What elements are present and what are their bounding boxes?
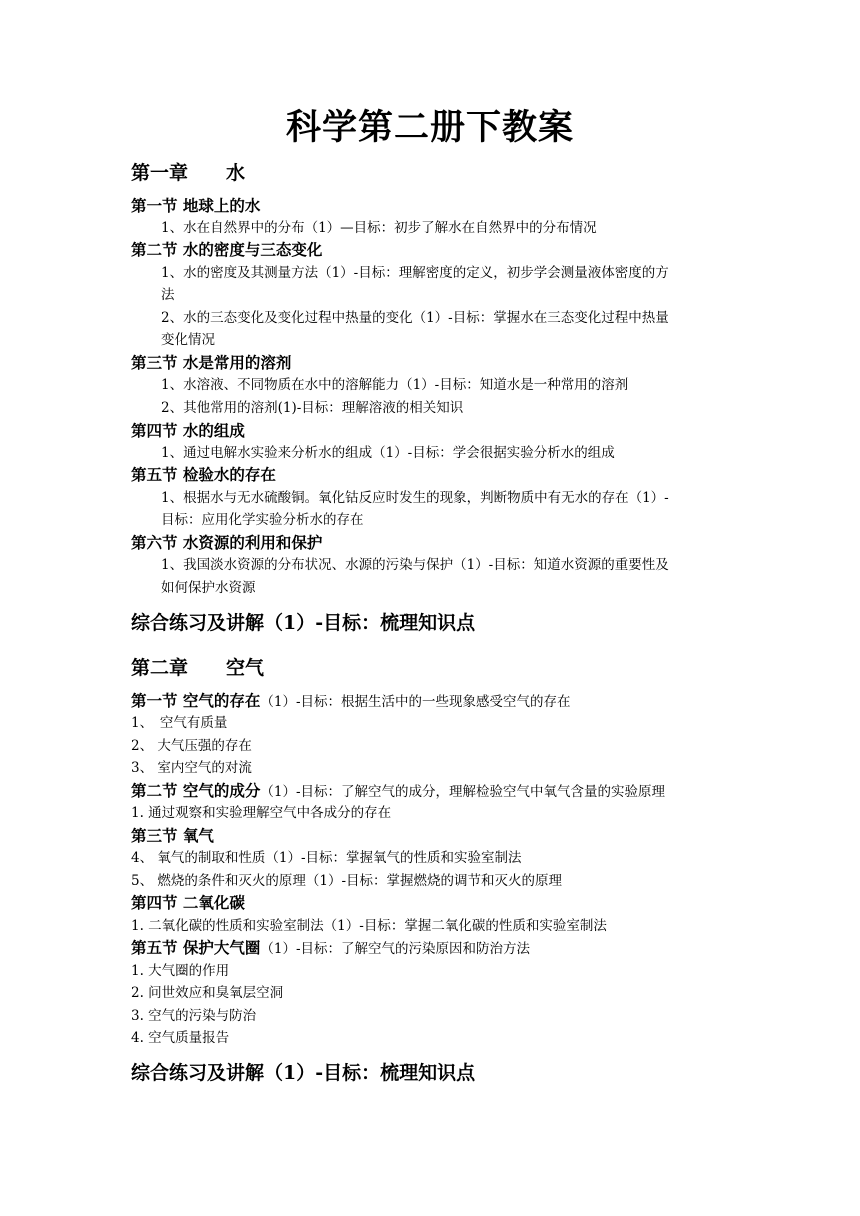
ch1-section-2-title: 第二节 水的密度与三态变化 bbox=[131, 240, 323, 259]
ch1-s2-item-1-cont: 法 bbox=[161, 287, 175, 303]
ch2-s5-item-3: 3. 空气的污染与防治 bbox=[131, 1008, 257, 1024]
ch2-s5-goal: （1）-目标：了解空气的污染原因和防治方法 bbox=[260, 941, 531, 957]
ch2-s5-item-4: 4. 空气质量报告 bbox=[131, 1030, 230, 1046]
ch2-s5-title-text: 第五节 保护大气圈 bbox=[131, 938, 261, 957]
ch2-s5-item-2: 2. 问世效应和臭氧层空洞 bbox=[131, 985, 284, 1001]
ch1-section-4-title: 第四节 水的组成 bbox=[131, 421, 245, 440]
ch2-section-3-title: 第三节 氧气 bbox=[131, 826, 214, 845]
ch1-section-5-title: 第五节 检验水的存在 bbox=[131, 465, 276, 484]
chapter-1-heading: 第一章 水 bbox=[131, 162, 246, 184]
ch2-s4-item-1: 1. 二氧化碳的性质和实验室制法（1）-目标：掌握二氧化碳的性质和实验室制法 bbox=[131, 918, 607, 934]
ch2-s1-title-text: 第一节 空气的存在 bbox=[131, 691, 261, 710]
ch2-s1-goal: （1）-目标：根据生活中的一些现象感受空气的存在 bbox=[260, 694, 571, 710]
chapter-2-heading: 第二章 空气 bbox=[131, 657, 265, 679]
ch1-s1-item-1: 1、水在自然界中的分布（1）—目标：初步了解水在自然界中的分布情况 bbox=[161, 220, 597, 236]
ch2-s1-item-2: 2、 大气压强的存在 bbox=[131, 738, 252, 754]
ch2-s3-item-2: 5、 燃烧的条件和灭火的原理（1）-目标：掌握燃烧的调节和灭火的原理 bbox=[131, 873, 563, 889]
ch2-s1-item-1: 1、 空气有质量 bbox=[131, 715, 228, 731]
ch1-section-1-title: 第一节 地球上的水 bbox=[131, 196, 261, 215]
ch2-section-1-title bbox=[131, 690, 571, 713]
ch1-s2-item-2: 2、水的三态变化及变化过程中热量的变化（1）-目标：掌握水在三态变化过程中热量 bbox=[161, 310, 669, 326]
ch1-s6-item-1: 1、我国淡水资源的分布状况、水源的污染与保护（1）-目标：知道水资源的重要性及 bbox=[161, 557, 669, 573]
ch2-s2-goal: （1）-目标：了解空气的成分，理解检验空气中氧气含量的实验原理 bbox=[260, 784, 666, 800]
ch1-s4-item-1: 1、通过电解水实验来分析水的组成（1）-目标：学会很据实验分析水的组成 bbox=[161, 445, 615, 461]
ch2-section-4-title: 第四节 二氧化碳 bbox=[131, 893, 245, 912]
ch1-s3-item-1: 1、水溶液、不同物质在水中的溶解能力（1）-目标：知道水是一种常用的溶剂 bbox=[161, 377, 629, 393]
ch2-s3-item-1: 4、 氧气的制取和性质（1）-目标：掌握氧气的性质和实验室制法 bbox=[131, 850, 522, 866]
ch1-s2-item-2-cont: 变化情况 bbox=[161, 332, 215, 348]
ch1-s5-item-1-cont: 目标：应用化学实验分析水的存在 bbox=[161, 512, 364, 528]
ch2-section-2-title bbox=[131, 780, 665, 803]
ch2-section-5-title bbox=[131, 937, 530, 960]
document-title: 科学第二册下教案 bbox=[285, 107, 574, 148]
ch1-s3-item-2: 2、其他常用的溶剂(1)-目标：理解溶液的相关知识 bbox=[161, 400, 464, 416]
ch1-s2-item-1: 1、水的密度及其测量方法（1）-目标：理解密度的定义，初步学会测量液体密度的方 bbox=[161, 265, 669, 281]
ch1-s6-item-1-cont: 如何保护水资源 bbox=[161, 580, 256, 596]
ch2-s1-item-3: 3、 室内空气的对流 bbox=[131, 760, 252, 776]
ch2-s2-item-1: 1. 通过观察和实验理解空气中各成分的存在 bbox=[131, 805, 392, 821]
ch1-summary: 综合练习及讲解（1）-目标：梳理知识点 bbox=[131, 612, 476, 634]
ch2-s5-item-1: 1. 大气圈的作用 bbox=[131, 963, 230, 979]
ch2-summary: 综合练习及讲解（1）-目标：梳理知识点 bbox=[131, 1062, 476, 1084]
ch1-s5-item-1: 1、根据水与无水硫酸铜。氧化钴反应时发生的现象，判断物质中有无水的存在（1）- bbox=[161, 490, 669, 506]
ch2-s2-title-text: 第二节 空气的成分 bbox=[131, 781, 261, 800]
ch1-section-3-title: 第三节 水是常用的溶剂 bbox=[131, 353, 292, 372]
ch1-section-6-title: 第六节 水资源的利用和保护 bbox=[131, 533, 323, 552]
